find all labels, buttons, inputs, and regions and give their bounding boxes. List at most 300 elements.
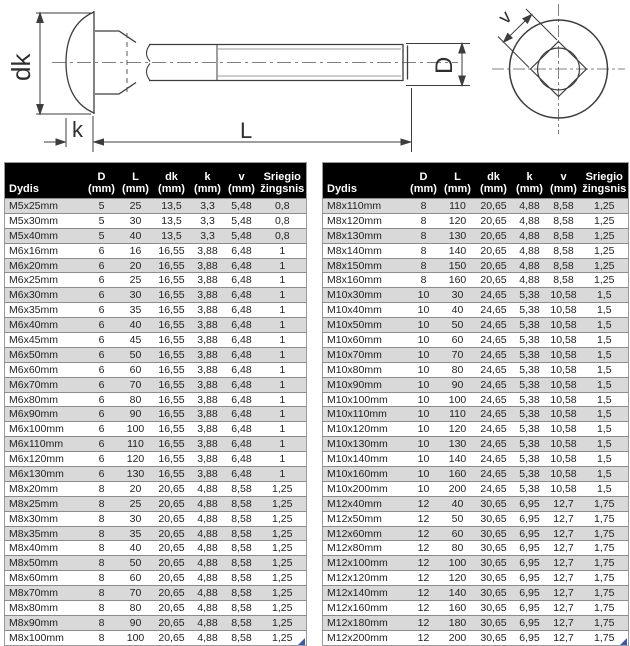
table-row [323, 422, 629, 437]
value-cell: 3,88 [191, 362, 225, 377]
value-cell: 10 [407, 392, 441, 407]
value-cell: 3,3 [191, 199, 225, 214]
size-cell: M6x25mm [5, 273, 85, 288]
value-cell: 30,65 [475, 496, 513, 511]
value-cell: 24,65 [475, 407, 513, 422]
col-header-l: L (mm) [119, 163, 153, 199]
value-cell: 8 [85, 630, 119, 645]
bolt-size-table-left [4, 162, 307, 646]
value-cell: 6 [85, 362, 119, 377]
value-cell: 16,55 [153, 377, 191, 392]
value-cell: 6,48 [225, 303, 259, 318]
size-cell: M8x40mm [5, 541, 85, 556]
col-header-d: D (mm) [407, 163, 441, 199]
value-cell: 6,95 [513, 615, 547, 630]
table-row [323, 467, 629, 482]
col-header-l: L (mm) [441, 163, 475, 199]
arrow-down-icon [37, 105, 43, 115]
value-cell: 6 [85, 258, 119, 273]
size-cell: M12x80mm [323, 541, 407, 556]
value-cell: 20,65 [153, 481, 191, 496]
value-cell: 1,75 [581, 571, 629, 586]
value-cell: 10 [407, 452, 441, 467]
size-cell: M12x200mm [323, 630, 407, 645]
value-cell: 1 [259, 362, 307, 377]
value-cell: 3,88 [191, 273, 225, 288]
value-cell: 6,95 [513, 511, 547, 526]
value-cell: 12 [407, 630, 441, 645]
value-cell: 20 [119, 258, 153, 273]
value-cell: 6,48 [225, 437, 259, 452]
value-cell: 140 [441, 586, 475, 601]
left-table-body [5, 199, 307, 646]
size-cell: M6x90mm [5, 407, 85, 422]
size-cell: M10x130mm [323, 437, 407, 452]
value-cell: 8,58 [547, 199, 581, 214]
value-cell: 1,25 [259, 511, 307, 526]
table-row [323, 541, 629, 556]
value-cell: 10,58 [547, 437, 581, 452]
value-cell: 20,65 [153, 630, 191, 645]
value-cell: 70 [441, 347, 475, 362]
value-cell: 35 [119, 303, 153, 318]
value-cell: 20,65 [153, 601, 191, 616]
value-cell: 10 [407, 422, 441, 437]
value-cell: 6 [85, 347, 119, 362]
value-cell: 8,58 [225, 615, 259, 630]
size-cell: M8x25mm [5, 496, 85, 511]
size-cell: M5x30mm [5, 213, 85, 228]
col-header-v: v (mm) [225, 163, 259, 199]
arrow-up-icon [37, 13, 43, 23]
value-cell: 130 [441, 437, 475, 452]
table-row [5, 333, 307, 348]
table-row [5, 452, 307, 467]
table-row [5, 467, 307, 482]
value-cell: 130 [441, 228, 475, 243]
size-cell: M12x100mm [323, 556, 407, 571]
value-cell: 10,58 [547, 333, 581, 348]
table-row [323, 362, 629, 377]
arrow-right-icon [401, 139, 411, 145]
table-row [5, 362, 307, 377]
value-cell: 5,38 [513, 318, 547, 333]
table-row [5, 243, 307, 258]
size-cell: M12x160mm [323, 601, 407, 616]
value-cell: 12 [407, 511, 441, 526]
value-cell: 8 [85, 601, 119, 616]
value-cell: 5,48 [225, 199, 259, 214]
value-cell: 10,58 [547, 377, 581, 392]
value-cell: 1,5 [581, 467, 629, 482]
value-cell: 12,7 [547, 615, 581, 630]
value-cell: 10 [407, 437, 441, 452]
table-row [323, 228, 629, 243]
size-cell: M10x140mm [323, 452, 407, 467]
value-cell: 10,58 [547, 422, 581, 437]
size-cell: M10x70mm [323, 347, 407, 362]
value-cell: 6,48 [225, 452, 259, 467]
table-row [5, 422, 307, 437]
value-cell: 30 [119, 288, 153, 303]
bolt-side-view [52, 11, 458, 114]
value-cell: 24,65 [475, 481, 513, 496]
value-cell: 4,88 [191, 601, 225, 616]
size-cell: M6x70mm [5, 377, 85, 392]
value-cell: 35 [119, 526, 153, 541]
table-row [5, 377, 307, 392]
table-row [323, 288, 629, 303]
value-cell: 24,65 [475, 467, 513, 482]
dimension-dk [6, 13, 91, 114]
value-cell: 20 [119, 481, 153, 496]
value-cell: 10 [407, 467, 441, 482]
value-cell: 60 [119, 362, 153, 377]
size-cell: M10x200mm [323, 481, 407, 496]
value-cell: 1,25 [259, 615, 307, 630]
size-cell: M10x160mm [323, 467, 407, 482]
value-cell: 6,48 [225, 258, 259, 273]
value-cell: 24,65 [475, 362, 513, 377]
size-cell: M8x140mm [323, 243, 407, 258]
value-cell: 10,58 [547, 362, 581, 377]
value-cell: 110 [441, 407, 475, 422]
value-cell: 60 [119, 571, 153, 586]
value-cell: 1,5 [581, 333, 629, 348]
value-cell: 10,58 [547, 407, 581, 422]
value-cell: 5,48 [225, 228, 259, 243]
value-cell: 4,88 [513, 228, 547, 243]
value-cell: 6 [85, 437, 119, 452]
value-cell: 12,7 [547, 601, 581, 616]
value-cell: 16,55 [153, 243, 191, 258]
value-cell: 1,25 [259, 556, 307, 571]
value-cell: 8 [85, 481, 119, 496]
size-cell: M12x140mm [323, 586, 407, 601]
col-header-dydis: Dydis [5, 163, 85, 199]
value-cell: 6,48 [225, 333, 259, 348]
value-cell: 60 [441, 526, 475, 541]
value-cell: 20,65 [153, 496, 191, 511]
value-cell: 40 [119, 541, 153, 556]
value-cell: 3,88 [191, 303, 225, 318]
size-cell: M10x120mm [323, 422, 407, 437]
value-cell: 8 [85, 526, 119, 541]
header-row [323, 163, 629, 199]
value-cell: 5,38 [513, 392, 547, 407]
value-cell: 8,58 [547, 258, 581, 273]
value-cell: 100 [119, 422, 153, 437]
table-row [5, 213, 307, 228]
value-cell: 40 [119, 318, 153, 333]
table-row [5, 437, 307, 452]
header-row [5, 163, 307, 199]
table-row [323, 392, 629, 407]
excel-corner-marker-icon [298, 638, 305, 645]
value-cell: 6,48 [225, 243, 259, 258]
value-cell: 13,5 [153, 199, 191, 214]
value-cell: 3,88 [191, 347, 225, 362]
value-cell: 90 [119, 407, 153, 422]
size-cell: M6x20mm [5, 258, 85, 273]
table-row [5, 318, 307, 333]
value-cell: 16,55 [153, 437, 191, 452]
size-cell: M8x80mm [5, 601, 85, 616]
value-cell: 6 [85, 273, 119, 288]
spec-table-left-wrapper [4, 162, 306, 646]
value-cell: 20,65 [475, 228, 513, 243]
value-cell: 1 [259, 467, 307, 482]
value-cell: 8 [85, 556, 119, 571]
table-row [323, 407, 629, 422]
size-cell: M8x130mm [323, 228, 407, 243]
value-cell: 8 [85, 571, 119, 586]
value-cell: 8 [85, 511, 119, 526]
value-cell: 13,5 [153, 228, 191, 243]
value-cell: 12 [407, 571, 441, 586]
size-cell: M10x30mm [323, 288, 407, 303]
table-row [323, 556, 629, 571]
dim-label-L: L [240, 118, 253, 143]
value-cell: 30,65 [475, 615, 513, 630]
value-cell: 5,48 [225, 213, 259, 228]
table-row [323, 333, 629, 348]
value-cell: 1,25 [259, 481, 307, 496]
value-cell: 160 [441, 467, 475, 482]
col-header-pitch: Sriegio žingsnis [259, 163, 307, 199]
col-header-v: v (mm) [547, 163, 581, 199]
value-cell: 1,25 [581, 228, 629, 243]
value-cell: 130 [119, 467, 153, 482]
value-cell: 16,55 [153, 362, 191, 377]
value-cell: 6 [85, 467, 119, 482]
value-cell: 90 [441, 377, 475, 392]
value-cell: 1,5 [581, 392, 629, 407]
value-cell: 5 [85, 228, 119, 243]
value-cell: 8 [407, 228, 441, 243]
table-row [323, 481, 629, 496]
value-cell: 16,55 [153, 452, 191, 467]
value-cell: 6,48 [225, 347, 259, 362]
value-cell: 5,38 [513, 288, 547, 303]
value-cell: 5,38 [513, 481, 547, 496]
value-cell: 25 [119, 273, 153, 288]
value-cell: 12,7 [547, 571, 581, 586]
value-cell: 40 [119, 228, 153, 243]
value-cell: 6,95 [513, 571, 547, 586]
value-cell: 6,48 [225, 407, 259, 422]
value-cell: 3,88 [191, 288, 225, 303]
value-cell: 6,95 [513, 541, 547, 556]
value-cell: 5,38 [513, 362, 547, 377]
value-cell: 8 [407, 273, 441, 288]
value-cell: 12 [407, 496, 441, 511]
size-cell: M10x90mm [323, 377, 407, 392]
value-cell: 6,48 [225, 288, 259, 303]
value-cell: 3,88 [191, 407, 225, 422]
value-cell: 30,65 [475, 586, 513, 601]
value-cell: 6,48 [225, 422, 259, 437]
value-cell: 1,5 [581, 347, 629, 362]
table-row [323, 258, 629, 273]
value-cell: 6 [85, 318, 119, 333]
value-cell: 12 [407, 601, 441, 616]
value-cell: 200 [441, 481, 475, 496]
value-cell: 50 [119, 347, 153, 362]
value-cell: 1 [259, 407, 307, 422]
value-cell: 30,65 [475, 571, 513, 586]
value-cell: 24,65 [475, 333, 513, 348]
value-cell: 24,65 [475, 303, 513, 318]
value-cell: 1,75 [581, 541, 629, 556]
value-cell: 6,48 [225, 392, 259, 407]
value-cell: 24,65 [475, 452, 513, 467]
table-row [5, 347, 307, 362]
value-cell: 25 [119, 199, 153, 214]
value-cell: 3,88 [191, 392, 225, 407]
table-row [5, 511, 307, 526]
value-cell: 10,58 [547, 303, 581, 318]
value-cell: 1,5 [581, 422, 629, 437]
value-cell: 8 [407, 213, 441, 228]
value-cell: 30,65 [475, 556, 513, 571]
value-cell: 8 [407, 243, 441, 258]
value-cell: 16,55 [153, 318, 191, 333]
value-cell: 6,95 [513, 526, 547, 541]
value-cell: 5,38 [513, 452, 547, 467]
table-row [5, 392, 307, 407]
value-cell: 1,75 [581, 496, 629, 511]
value-cell: 8,58 [225, 630, 259, 645]
size-cell: M10x60mm [323, 333, 407, 348]
value-cell: 20,65 [153, 556, 191, 571]
dimension-v [495, 7, 557, 68]
value-cell: 1 [259, 437, 307, 452]
value-cell: 160 [441, 273, 475, 288]
value-cell: 20,65 [153, 615, 191, 630]
value-cell: 10,58 [547, 318, 581, 333]
value-cell: 1,75 [581, 601, 629, 616]
arrow-right-icon [56, 139, 65, 145]
value-cell: 16 [119, 243, 153, 258]
size-cell: M8x150mm [323, 258, 407, 273]
size-cell: M6x60mm [5, 362, 85, 377]
value-cell: 160 [441, 601, 475, 616]
value-cell: 6,48 [225, 362, 259, 377]
size-cell: M12x50mm [323, 511, 407, 526]
value-cell: 4,88 [191, 541, 225, 556]
value-cell: 30 [119, 511, 153, 526]
value-cell: 8,58 [225, 511, 259, 526]
table-row [323, 586, 629, 601]
value-cell: 6,48 [225, 318, 259, 333]
arrow-down-icon [459, 76, 465, 86]
value-cell: 90 [119, 615, 153, 630]
size-cell: M8x120mm [323, 213, 407, 228]
col-header-k: k (mm) [191, 163, 225, 199]
size-cell: M8x160mm [323, 273, 407, 288]
value-cell: 8,58 [225, 586, 259, 601]
table-row [5, 541, 307, 556]
value-cell: 6 [85, 377, 119, 392]
table-row [5, 228, 307, 243]
value-cell: 3,88 [191, 422, 225, 437]
value-cell: 3,88 [191, 318, 225, 333]
value-cell: 8 [85, 586, 119, 601]
value-cell: 1,5 [581, 303, 629, 318]
value-cell: 1,25 [581, 213, 629, 228]
size-cell: M8x30mm [5, 511, 85, 526]
value-cell: 13,5 [153, 213, 191, 228]
value-cell: 1,5 [581, 362, 629, 377]
dim-label-dk: dk [6, 53, 36, 81]
value-cell: 25 [119, 496, 153, 511]
value-cell: 20,65 [475, 258, 513, 273]
value-cell: 20,65 [153, 511, 191, 526]
value-cell: 16,55 [153, 422, 191, 437]
table-row [323, 437, 629, 452]
size-cell: M6x45mm [5, 333, 85, 348]
dimension-D [406, 44, 470, 86]
value-cell: 3,88 [191, 377, 225, 392]
value-cell: 8 [85, 615, 119, 630]
table-row [323, 630, 629, 645]
value-cell: 8,58 [225, 526, 259, 541]
value-cell: 3,3 [191, 213, 225, 228]
value-cell: 1 [259, 273, 307, 288]
value-cell: 20,65 [475, 243, 513, 258]
table-row [323, 199, 629, 214]
table-row [323, 318, 629, 333]
value-cell: 20,65 [475, 199, 513, 214]
size-cell: M8x20mm [5, 481, 85, 496]
value-cell: 8,58 [225, 556, 259, 571]
value-cell: 1,75 [581, 526, 629, 541]
right-table-body [323, 199, 629, 646]
value-cell: 12 [407, 615, 441, 630]
value-cell: 120 [441, 422, 475, 437]
table-row [323, 452, 629, 467]
value-cell: 80 [119, 392, 153, 407]
value-cell: 8,58 [547, 243, 581, 258]
col-header-dk: dk (mm) [153, 163, 191, 199]
col-header-d: D (mm) [85, 163, 119, 199]
table-row [5, 556, 307, 571]
value-cell: 12,7 [547, 541, 581, 556]
value-cell: 6,48 [225, 273, 259, 288]
value-cell: 12,7 [547, 496, 581, 511]
technical-drawing-area [0, 0, 630, 162]
value-cell: 6 [85, 452, 119, 467]
value-cell: 10 [407, 347, 441, 362]
table-row [5, 496, 307, 511]
value-cell: 1 [259, 243, 307, 258]
value-cell: 70 [119, 586, 153, 601]
size-cell: M12x180mm [323, 615, 407, 630]
value-cell: 24,65 [475, 422, 513, 437]
size-cell: M8x100mm [5, 630, 85, 645]
value-cell: 10 [407, 377, 441, 392]
value-cell: 1 [259, 452, 307, 467]
col-header-dydis: Dydis [323, 163, 407, 199]
table-row [323, 571, 629, 586]
value-cell: 8,58 [547, 273, 581, 288]
value-cell: 1 [259, 377, 307, 392]
value-cell: 24,65 [475, 437, 513, 452]
value-cell: 30,65 [475, 601, 513, 616]
table-row [5, 407, 307, 422]
value-cell: 6,95 [513, 496, 547, 511]
